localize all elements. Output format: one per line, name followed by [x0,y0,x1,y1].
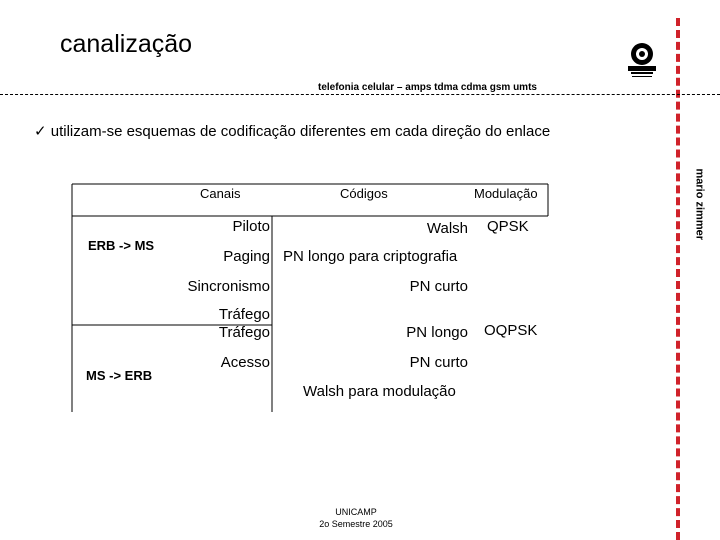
row-label-erb-ms: ERB -> MS [88,238,155,253]
footer-semester: 2o Semestre 2005 [319,519,393,529]
unicamp-logo [618,36,666,84]
channel-trafego-forward: Tráfego [218,306,270,323]
channel-sincronismo: Sincronismo [187,278,270,295]
code-walsh-modulacao: Walsh para modulação [303,383,456,400]
header-divider [0,94,720,95]
slide-title: canalização [60,30,193,58]
channel-trafego-reverse: Tráfego [218,324,270,341]
channel-acesso: Acesso [220,354,270,371]
code-pn-longo: PN longo [406,324,468,341]
header-modulacao: Modulação [474,186,538,201]
code-pn-longo-criptografia: PN longo para criptografia [283,248,458,265]
code-pn-curto-sync: PN curto [409,278,468,295]
slide-subtitle: telefonia celular – amps tdma cdma gsm umts [318,82,537,93]
unicamp-logo-icon [618,36,666,84]
red-dashed-vertical-line [676,18,684,540]
modulation-oqpsk: OQPSK [484,322,538,339]
header-codigos: Códigos [340,186,388,201]
footer-institution: UNICAMP [335,507,377,517]
channel-paging: Paging [223,248,270,265]
side-author: mario zimmer [694,168,706,240]
footer [300,506,412,530]
row-label-ms-erb: MS -> ERB [86,368,153,383]
modulation-qpsk: QPSK [487,218,529,235]
header-canais: Canais [200,186,241,201]
channel-piloto: Piloto [232,218,270,235]
bullet-text: ✓ utilizam-se esquemas de codificação diferentes em cada direção do enlace [34,123,551,140]
code-pn-curto-access: PN curto [409,354,468,371]
code-walsh: Walsh [426,220,468,237]
